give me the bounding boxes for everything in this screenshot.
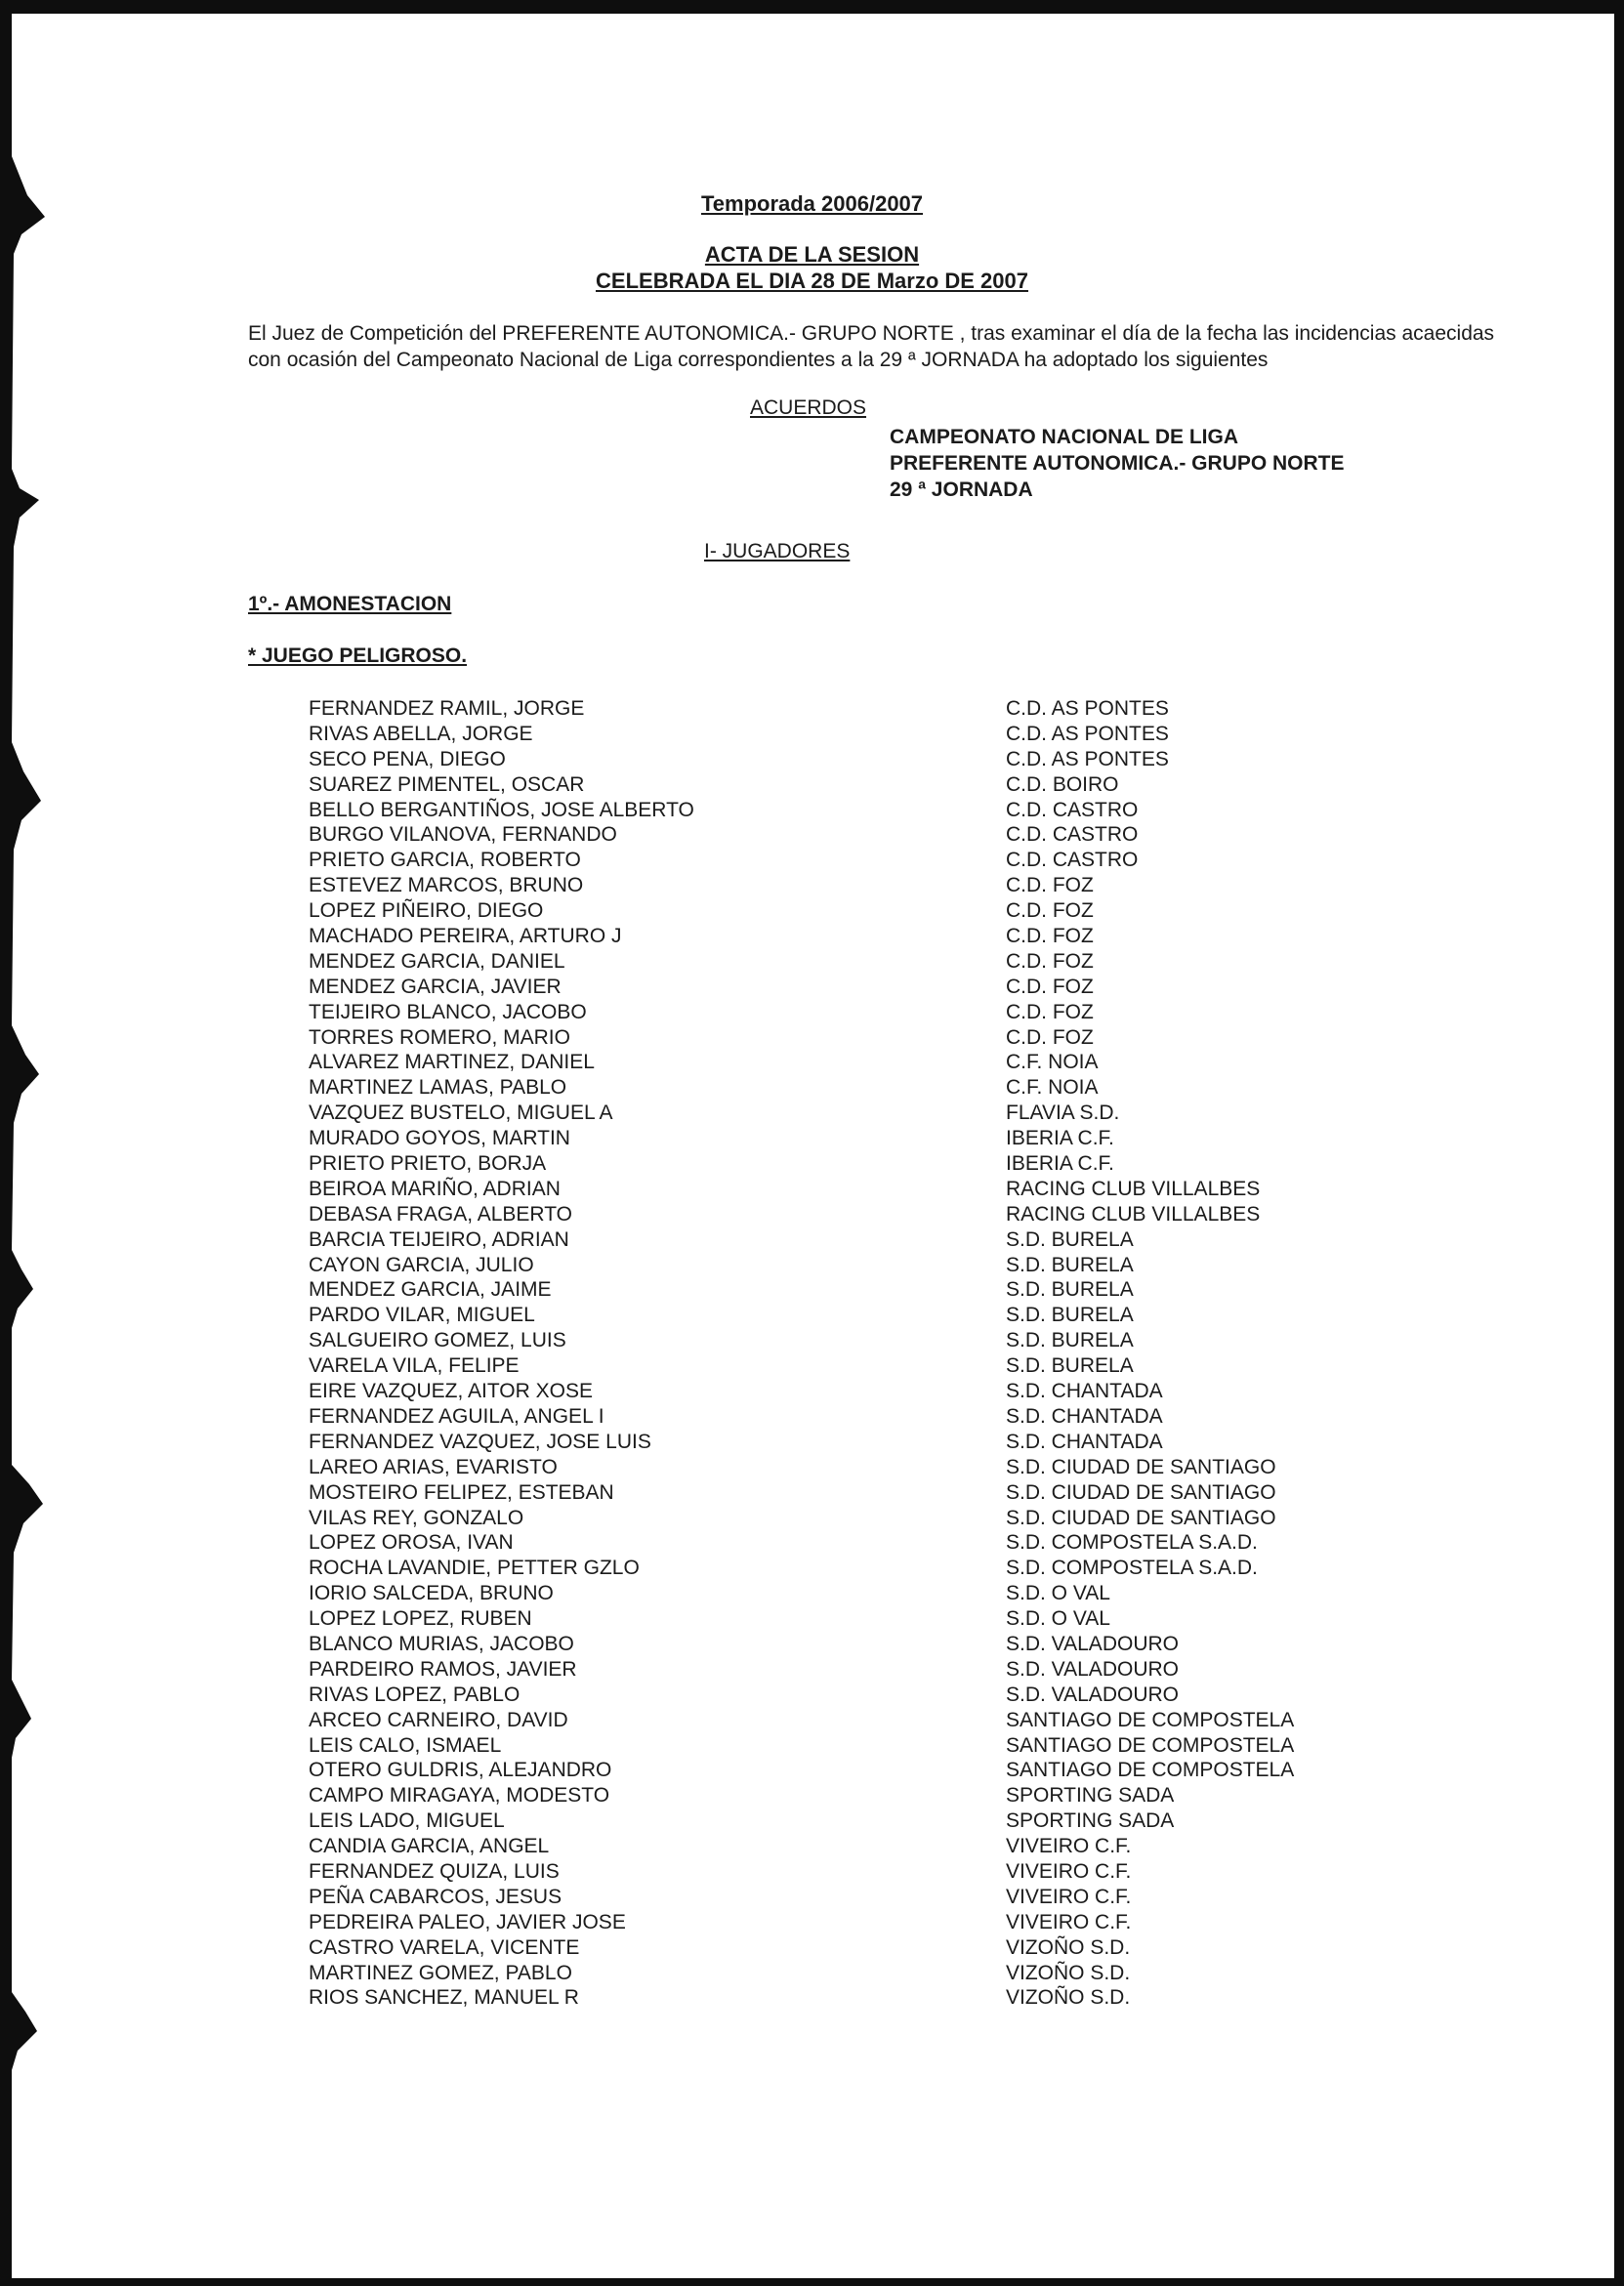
player-club: VIVEIRO C.F. [1006,1910,1132,1933]
player-name: OTERO GULDRIS, ALEJANDRO [309,1759,612,1782]
player-club: S.D. O VAL [1006,1582,1110,1605]
player-name: FERNANDEZ AGUILA, ANGEL I [309,1404,604,1428]
player-name: FERNANDEZ RAMIL, JORGE [309,697,585,720]
player-name: RIVAS ABELLA, JORGE [309,722,533,745]
player-row [309,1910,1383,1935]
player-row [309,1430,1383,1455]
player-row [309,1328,1383,1353]
player-row [309,1935,1383,1961]
player-row [309,747,1383,772]
player-name: MACHADO PEREIRA, ARTURO J [309,925,622,948]
player-club: S.D. BURELA [1006,1329,1134,1352]
player-club: C.F. NOIA [1006,1076,1099,1100]
player-name: LOPEZ OROSA, IVAN [309,1531,514,1555]
player-club: SANTIAGO DE COMPOSTELA [1006,1733,1295,1757]
player-row [309,1859,1383,1885]
player-row [309,1808,1383,1834]
player-row [309,1050,1383,1075]
player-club: SPORTING SADA [1006,1809,1175,1833]
player-row [309,873,1383,898]
player-club: S.D. COMPOSTELA S.A.D. [1006,1557,1258,1580]
player-name: TORRES ROMERO, MARIO [309,1025,570,1049]
player-row [309,1379,1383,1404]
player-club: C.D. FOZ [1006,899,1094,923]
player-name: PRIETO GARCIA, ROBERTO [309,849,581,872]
player-club: S.D. BURELA [1006,1304,1134,1327]
player-name: PARDEIRO RAMOS, JAVIER [309,1657,577,1681]
player-name: SECO PENA, DIEGO [309,747,506,770]
player-row [309,1985,1383,2011]
player-name: ROCHA LAVANDIE, PETTER GZLO [309,1557,640,1580]
player-club: C.D. CASTRO [1006,798,1139,821]
player-row [309,1455,1383,1480]
player-list [309,696,1383,2011]
player-name: FERNANDEZ QUIZA, LUIS [309,1859,560,1883]
player-name: BEIROA MARIÑO, ADRIAN [309,1177,561,1200]
player-name: BARCIA TEIJEIRO, ADRIAN [309,1227,569,1251]
player-row [309,1606,1383,1632]
player-name: SUAREZ PIMENTEL, OSCAR [309,772,585,796]
player-row [309,1683,1383,1708]
player-row [309,1733,1383,1759]
player-club: S.D. VALADOURO [1006,1683,1179,1706]
player-name: LAREO ARIAS, EVARISTO [309,1455,558,1478]
player-name: LOPEZ PIÑEIRO, DIEGO [309,899,544,923]
player-club: VIZOÑO S.D. [1006,1935,1131,1959]
player-club: IBERIA C.F. [1006,1127,1114,1150]
player-club: SANTIAGO DE COMPOSTELA [1006,1759,1295,1782]
player-name: EIRE VAZQUEZ, AITOR XOSE [309,1380,593,1403]
player-club: S.D. BURELA [1006,1278,1134,1302]
player-club: C.D. CASTRO [1006,849,1139,872]
player-name: LOPEZ LOPEZ, RUBEN [309,1607,532,1631]
player-name: VARELA VILA, FELIPE [309,1354,520,1378]
player-name: ESTEVEZ MARCOS, BRUNO [309,874,584,897]
player-club: S.D. CIUDAD DE SANTIAGO [1006,1506,1276,1529]
player-row [309,1353,1383,1379]
player-row [309,1126,1383,1151]
sanction-heading: 1º.- AMONESTACION [248,593,452,615]
player-club: C.D. AS PONTES [1006,747,1169,770]
player-row [309,1025,1383,1051]
player-row [309,924,1383,949]
player-name: DEBASA FRAGA, ALBERTO [309,1202,572,1226]
reason-heading: * JUEGO PELIGROSO. [248,644,468,667]
player-club: FLAVIA S.D. [1006,1101,1120,1125]
player-row [309,1151,1383,1177]
player-club: C.D. AS PONTES [1006,697,1169,720]
player-name: BURGO VILANOVA, FERNANDO [309,823,617,847]
player-club: S.D. BURELA [1006,1354,1134,1378]
player-name: MENDEZ GARCIA, JAIME [309,1278,552,1302]
player-name: VILAS REY, GONZALO [309,1506,524,1529]
player-row [309,949,1383,975]
player-name: MURADO GOYOS, MARTIN [309,1127,570,1150]
player-row [309,1961,1383,1986]
player-name: MOSTEIRO FELIPEZ, ESTEBAN [309,1480,614,1504]
player-row [309,898,1383,924]
player-name: ALVAREZ MARTINEZ, DANIEL [309,1051,595,1074]
player-row [309,1277,1383,1303]
player-name: MENDEZ GARCIA, JAVIER [309,975,562,998]
player-club: RACING CLUB VILLALBES [1006,1202,1261,1226]
player-row [309,1530,1383,1556]
player-row [309,1480,1383,1506]
player-club: S.D. CIUDAD DE SANTIAGO [1006,1480,1276,1504]
player-name: RIOS SANCHEZ, MANUEL R [309,1986,579,2010]
player-name: LEIS LADO, MIGUEL [309,1809,505,1833]
competition-name: CAMPEONATO NACIONAL DE LIGA [890,426,1239,448]
player-name: MENDEZ GARCIA, DANIEL [309,949,565,973]
player-row [309,1253,1383,1278]
section-title: I- JUGADORES [704,540,851,562]
player-club: S.D. CHANTADA [1006,1404,1163,1428]
player-club: S.D. VALADOURO [1006,1657,1179,1681]
player-club: C.D. FOZ [1006,874,1094,897]
player-club: C.D. FOZ [1006,1000,1094,1023]
competition-block [890,424,1345,503]
player-club: VIZOÑO S.D. [1006,1961,1131,1984]
competition-group: PREFERENTE AUTONOMICA.- GRUPO NORTE [890,452,1345,475]
player-name: PEDREIRA PALEO, JAVIER JOSE [309,1910,626,1933]
player-name: TEIJEIRO BLANCO, JACOBO [309,1000,587,1023]
player-row [309,975,1383,1000]
player-club: C.D. FOZ [1006,975,1094,998]
player-club: C.D. FOZ [1006,1025,1094,1049]
player-name: VAZQUEZ BUSTELO, MIGUEL A [309,1101,613,1125]
player-row [309,1581,1383,1606]
player-row [309,772,1383,798]
player-row [309,1506,1383,1531]
player-club: S.D. CHANTADA [1006,1380,1163,1403]
player-row [309,1657,1383,1683]
player-club: S.D. BURELA [1006,1253,1134,1276]
player-name: LEIS CALO, ISMAEL [309,1733,502,1757]
player-row [309,1632,1383,1657]
player-row [309,1177,1383,1202]
player-club: C.D. BOIRO [1006,772,1119,796]
acta-title: ACTA DE LA SESION [704,242,920,267]
season-title: Temporada 2006/2007 [700,191,924,216]
player-row [309,1556,1383,1581]
player-name: CAMPO MIRAGAYA, MODESTO [309,1784,610,1808]
acta-date: CELEBRADA EL DIA 28 DE Marzo DE 2007 [596,269,1028,293]
player-name: CAYON GARCIA, JULIO [309,1253,534,1276]
player-row [309,1101,1383,1126]
player-club: SPORTING SADA [1006,1784,1175,1808]
player-name: RIVAS LOPEZ, PABLO [309,1683,521,1706]
player-row [309,1227,1383,1253]
player-row [309,722,1383,747]
player-row [309,1758,1383,1783]
player-club: C.D. CASTRO [1006,823,1139,847]
player-club: IBERIA C.F. [1006,1152,1114,1176]
player-row [309,798,1383,823]
player-name: BELLO BERGANTIÑOS, JOSE ALBERTO [309,798,694,821]
player-club: S.D. BURELA [1006,1227,1134,1251]
player-club: C.D. AS PONTES [1006,722,1169,745]
player-club: S.D. VALADOURO [1006,1632,1179,1655]
player-club: C.D. FOZ [1006,949,1094,973]
player-row [309,822,1383,848]
player-club: S.D. CHANTADA [1006,1430,1163,1453]
player-club: C.D. FOZ [1006,925,1094,948]
player-row [309,1303,1383,1328]
player-club: S.D. O VAL [1006,1607,1110,1631]
player-row [309,1075,1383,1101]
player-row [309,1708,1383,1733]
player-row [309,1834,1383,1859]
player-name: PRIETO PRIETO, BORJA [309,1152,547,1176]
player-row [309,1404,1383,1430]
player-club: RACING CLUB VILLALBES [1006,1177,1261,1200]
player-club: C.F. NOIA [1006,1051,1099,1074]
player-club: VIVEIRO C.F. [1006,1835,1132,1858]
player-name: ARCEO CARNEIRO, DAVID [309,1708,568,1731]
player-name: MARTINEZ GOMEZ, PABLO [309,1961,572,1984]
player-name: BLANCO MURIAS, JACOBO [309,1632,574,1655]
player-name: CANDIA GARCIA, ANGEL [309,1835,550,1858]
intro-paragraph: El Juez de Competición del PREFERENTE AUTONOMICA.- GRUPO NORTE , tras examinar el día de la fecha las incidencias acaecidas con ocasión del Campeonato Nacional de Liga correspondientes a la 29 ª JORNADA ha adoptado los siguientes [248,322,1495,371]
player-row [309,1885,1383,1910]
player-name: SALGUEIRO GOMEZ, LUIS [309,1329,566,1352]
player-name: CASTRO VARELA, VICENTE [309,1935,580,1959]
player-name: MARTINEZ LAMAS, PABLO [309,1076,567,1100]
player-row [309,1000,1383,1025]
player-club: S.D. COMPOSTELA S.A.D. [1006,1531,1258,1555]
player-name: FERNANDEZ VAZQUEZ, JOSE LUIS [309,1430,651,1453]
player-club: SANTIAGO DE COMPOSTELA [1006,1708,1295,1731]
player-name: IORIO SALCEDA, BRUNO [309,1582,554,1605]
player-row [309,696,1383,722]
player-row [309,1783,1383,1808]
player-name: PEÑA CABARCOS, JESUS [309,1885,562,1908]
player-club: S.D. CIUDAD DE SANTIAGO [1006,1455,1276,1478]
player-club: VIZOÑO S.D. [1006,1986,1131,2010]
player-club: VIVEIRO C.F. [1006,1885,1132,1908]
acuerdos-label: ACUERDOS [750,396,867,419]
player-club: VIVEIRO C.F. [1006,1859,1132,1883]
player-row [309,848,1383,873]
player-name: PARDO VILAR, MIGUEL [309,1304,535,1327]
competition-round: 29 ª JORNADA [890,478,1033,501]
player-row [309,1202,1383,1227]
